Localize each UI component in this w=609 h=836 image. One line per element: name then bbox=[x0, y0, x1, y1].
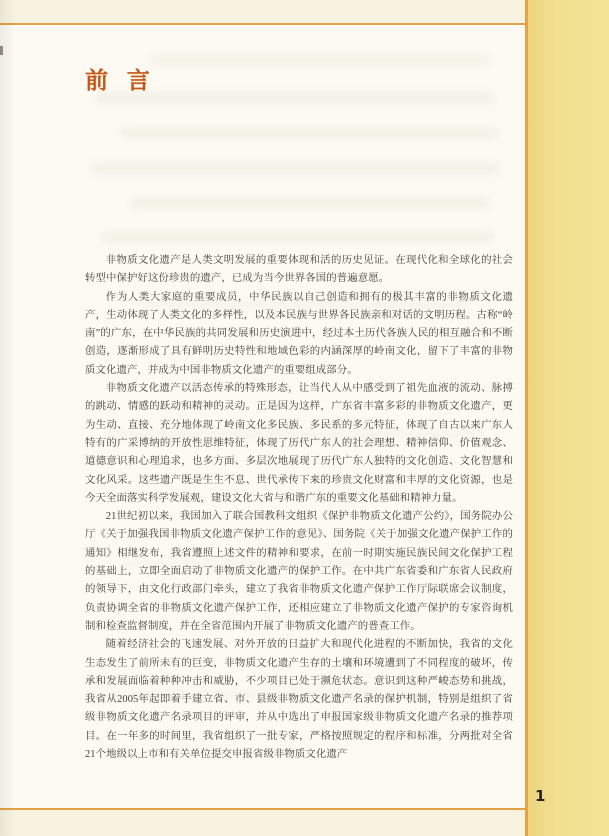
top-horizontal-rule bbox=[0, 23, 525, 25]
page-gutter-shadow bbox=[0, 0, 16, 836]
bottom-footer-band bbox=[0, 810, 525, 836]
top-header-band bbox=[0, 0, 525, 23]
bleedthrough-texture bbox=[95, 92, 495, 103]
bleedthrough-texture bbox=[120, 128, 500, 138]
preface-paragraph-3: 非物质文化遗产以活态传承的特殊形态，让当代人从中感受到了祖先血液的流动、脉搏的跳动、情感的跃动和精神的灵动。正是因为这样，广东省丰富多彩的非物质文化遗产，更为生动、直接、充分地体现了岭南文化多民族、多民系的多元特征，体现了自古以来广东人特有的广采博纳的开放性思维特征，体现了历代广东人的社会理想、精神信仰、价值观念、道德意识和心理追求，也多方面、多层次地展现了历代广东人独特的文化创造、文化智慧和文化风采。这些遗产既是生生不息、世代承传下来的珍贵文化财富和丰厚的文化资源，也是今天全面落实科学发展观，建设文化大省与和谐广东的重要文化基础和精神力量。 bbox=[85, 383, 513, 504]
right-margin-band bbox=[528, 0, 609, 836]
bleedthrough-texture bbox=[90, 163, 500, 174]
right-vertical-rule bbox=[525, 0, 528, 836]
bleedthrough-texture bbox=[130, 198, 490, 208]
preface-paragraph-4: 21世纪初以来，我国加入了联合国教科文组织《保护非物质文化遗产公约》，国务院办公厅《关于加强我国非物质文化遗产保护工作的意见》、国务院《关于加强文化遗产保护工作的通知》相继发布，我省遵照上述文件的精神和要求，在前一时期实施民族民间文化保护工程的基础上，立即全面启动了非物质文化遗产的保护工作。在中共广东省委和广东省人民政府的领导下，由文化行政部门牵头，建立了我省非物质文化遗产保护工作厅际联席会议制度，负责协调全省的非物质文化遗产保护工作，还相应建立了非物质文化遗产保护的专家咨询机制和检查监督制度，并在全省范围内开展了非物质文化遗产的普查工作。 bbox=[85, 511, 513, 632]
preface-paragraph-2: 作为人类大家庭的重要成员，中华民族以自己创造和拥有的极其丰富的非物质文化遗产，生动体现了人类文化的多样性，以及本民族与世界各民族亲和对话的文明历程。古称“岭南”的广东，在中华民族的共同发展和历史演进中，经过本土历代各族人民的相互融合和不断创造，逐渐形成了具有鲜明历史特性和地域色彩的内涵深厚的岭南文化，留下了丰富的非物质文化遗产，并成为中国非物质文化遗产的重要组成部分。 bbox=[85, 291, 513, 376]
preface-text-block bbox=[85, 252, 513, 764]
preface-paragraph-1: 非物质文化遗产是人类文明发展的重要体现和活的历史见证。在现代化和全球化的社会转型中保护好这份珍贵的遗产，已成为当今世界各国的普遍意愿。 bbox=[85, 255, 513, 285]
preface-paragraph-5: 随着经济社会的飞速发展、对外开放的日益扩大和现代化进程的不断加快，我省的文化生态发生了前所未有的巨变，非物质文化遗产生存的土壤和环境遭到了不同程度的破坏，传承和发展面临着种种冲击和威胁，不少项目已处于濒危状态。意识到这种严峻态势和挑战，我省从2005年起即着手建立省、市、县级非物质文化遗产名录的保护机制，特别是组织了省级非物质文化遗产名录项目的评审，并从中选出了申报国家级非物质文化遗产名录的推荐项目。在一年多的时间里，我省组织了一批专家，严格按照规定的程序和标准，分两批对全省21个地级以上市和有关单位提交申报省级非物质文化遗产 bbox=[85, 639, 513, 761]
spine-mark bbox=[0, 46, 3, 55]
bleedthrough-texture bbox=[150, 55, 490, 65]
page-title: 前 言 bbox=[85, 68, 151, 94]
bottom-horizontal-rule bbox=[0, 808, 525, 810]
bleedthrough-texture bbox=[100, 232, 495, 242]
page-number: 1 bbox=[535, 787, 546, 805]
